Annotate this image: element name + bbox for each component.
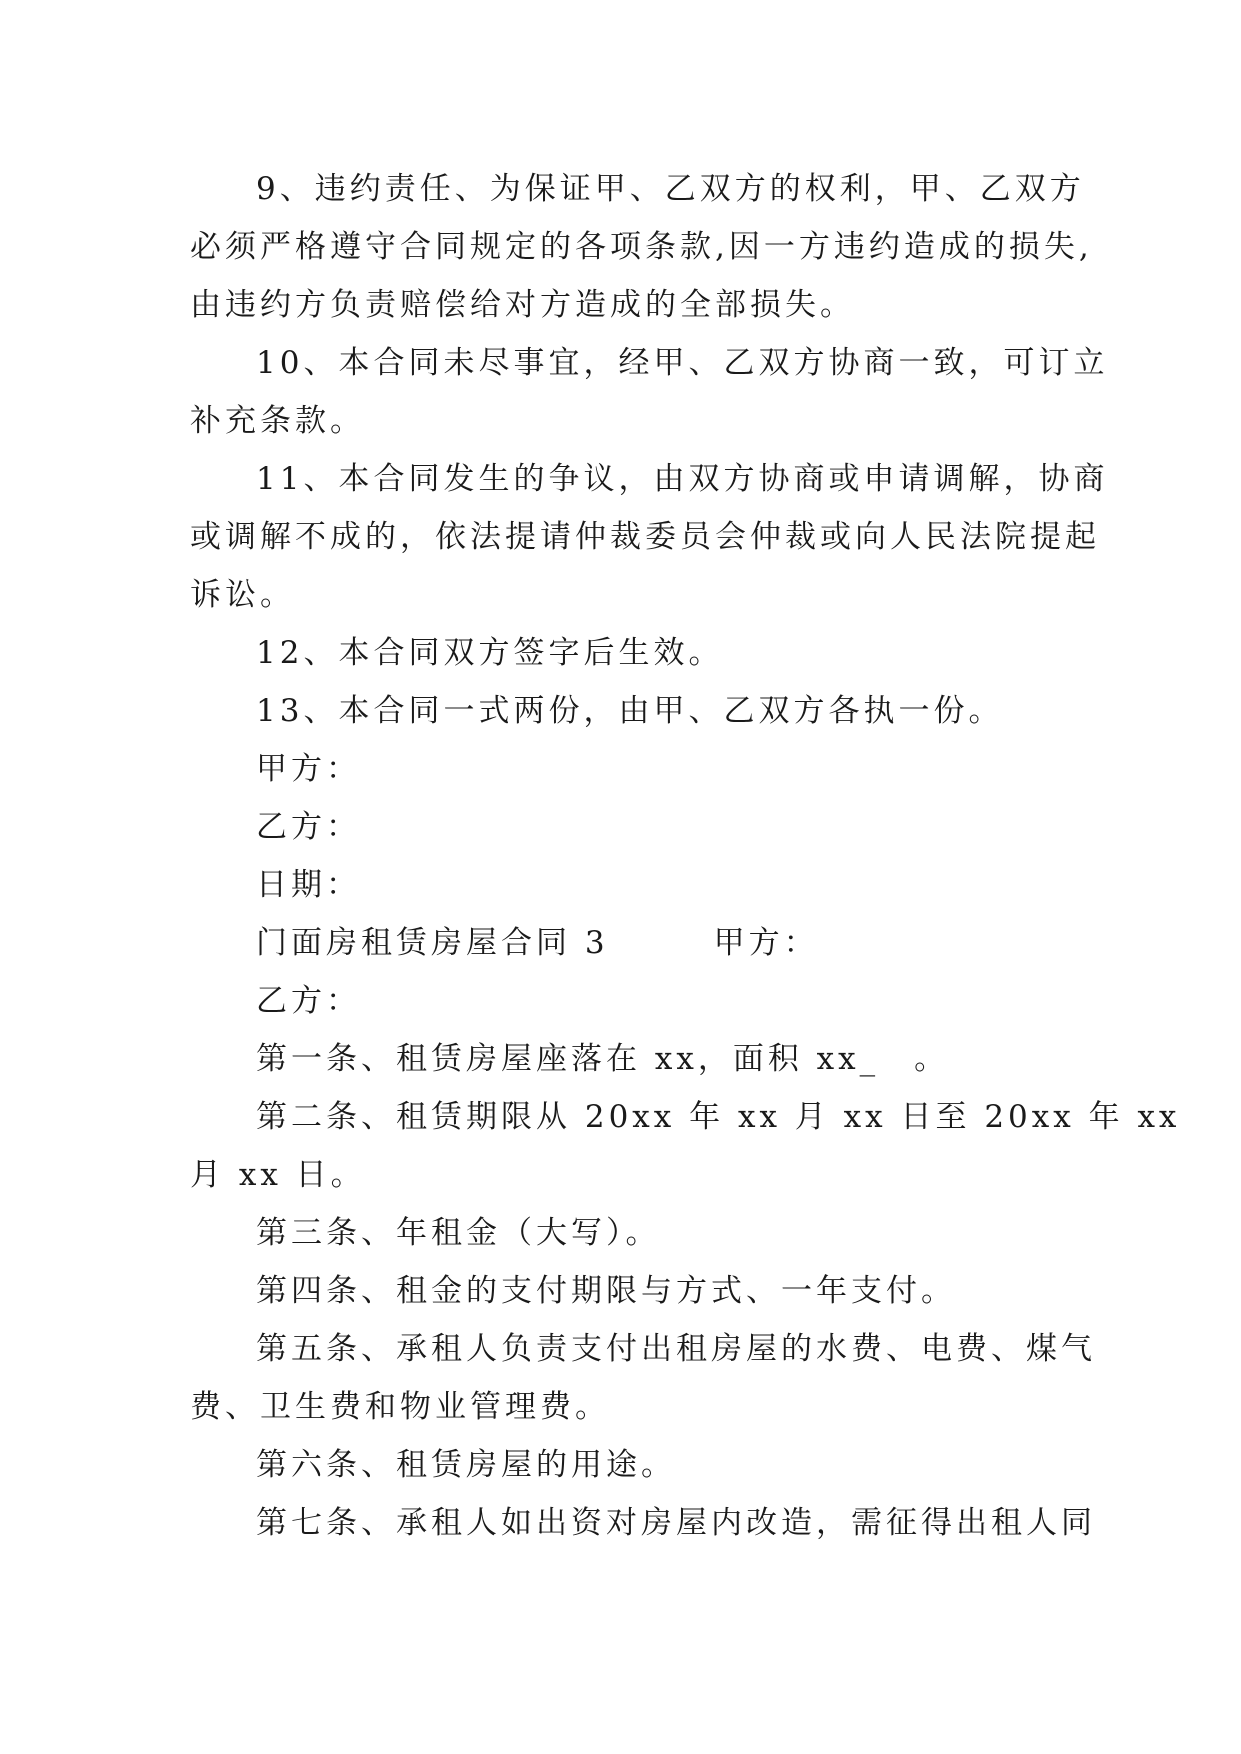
article-2-line-2: 月 xx 日。 — [190, 1157, 366, 1193]
party-a-signature: 甲方： — [256, 751, 361, 787]
article-6: 第六条、租赁房屋的用途。 — [256, 1447, 676, 1483]
clause-9-line-1: 9、违约责任、为保证甲、乙双方的权利，甲、乙双方 — [256, 171, 1085, 207]
clause-13: 13、本合同一式两份，由甲、乙双方各执一份。 — [256, 693, 1004, 729]
article-3: 第三条、年租金（大写）。 — [256, 1215, 661, 1251]
clause-10-line-2: 补充条款。 — [190, 403, 365, 439]
article-4: 第四条、租金的支付期限与方式、一年支付。 — [256, 1273, 956, 1309]
clause-12: 12、本合同双方签字后生效。 — [256, 635, 724, 671]
article-1: 第一条、租赁房屋座落在 xx，面积 xx_ 。 — [256, 1041, 950, 1077]
document-body — [190, 160, 1181, 1552]
article-5-line-2: 费、卫生费和物业管理费。 — [190, 1389, 610, 1425]
party-b-signature: 乙方： — [256, 809, 361, 845]
article-2-line-1: 第二条、租赁期限从 20xx 年 xx 月 xx 日至 20xx 年 xx — [256, 1099, 1181, 1135]
article-7-line-1: 第七条、承租人如出资对房屋内改造，需征得出租人同 — [256, 1505, 1096, 1541]
contract-3-title: 门面房租赁房屋合同 3 甲方： — [256, 925, 819, 961]
clause-11-line-3: 诉讼。 — [190, 577, 295, 613]
clause-11-line-1: 11、本合同发生的争议，由双方协商或申请调解，协商 — [256, 461, 1109, 497]
article-5-line-1: 第五条、承租人负责支付出租房屋的水费、电费、煤气 — [256, 1331, 1096, 1367]
date-field: 日期： — [256, 867, 361, 903]
clause-11-line-2: 或调解不成的，依法提请仲裁委员会仲裁或向人民法院提起 — [190, 519, 1100, 555]
clause-10-line-1: 10、本合同未尽事宜，经甲、乙双方协商一致，可订立 — [256, 345, 1109, 381]
clause-9-line-2: 必须严格遵守合同规定的各项条款,因一方违约造成的损失, — [190, 229, 1093, 265]
clause-9-line-3: 由违约方负责赔偿给对方造成的全部损失。 — [190, 287, 855, 323]
contract-3-party-b: 乙方： — [256, 983, 361, 1019]
